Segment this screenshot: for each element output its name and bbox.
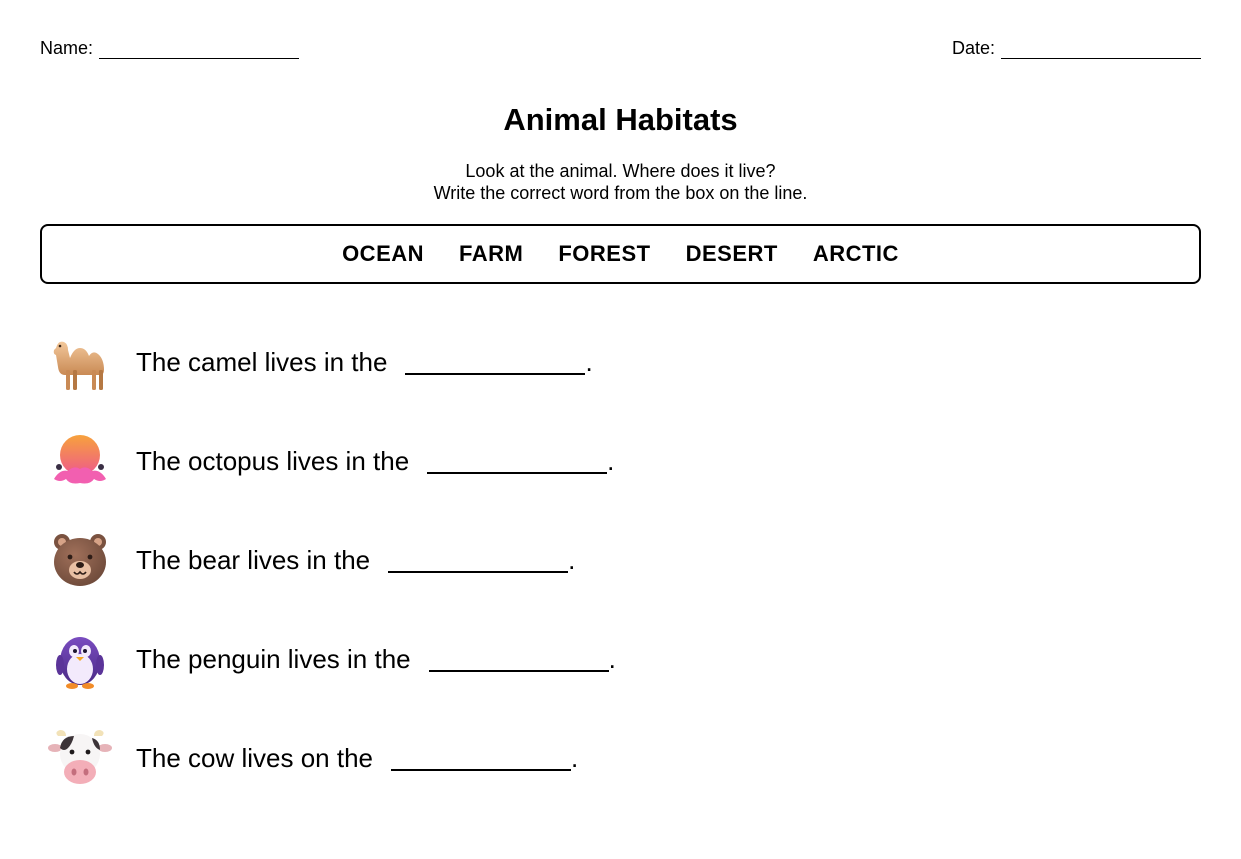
word-ocean: OCEAN	[342, 241, 425, 266]
question-period: .	[568, 544, 576, 575]
instructions	[0, 160, 1241, 204]
bear-icon	[48, 528, 112, 592]
question-period: .	[585, 346, 593, 377]
date-line[interactable]	[1001, 40, 1201, 59]
question-period: .	[571, 742, 579, 773]
word-bank	[40, 224, 1201, 284]
cow-icon	[48, 726, 112, 790]
word-forest: FOREST	[558, 241, 651, 266]
name-line[interactable]	[99, 40, 299, 59]
question-period: .	[608, 643, 616, 674]
page-title: Animal Habitats	[503, 102, 738, 137]
question-item	[48, 726, 578, 790]
answer-blank[interactable]	[405, 349, 585, 375]
penguin-icon	[48, 627, 112, 691]
answer-blank[interactable]	[427, 448, 607, 474]
word-farm: FARM	[459, 241, 524, 266]
name-label: Name:	[40, 38, 94, 58]
date-label: Date:	[951, 38, 995, 58]
camel-icon	[48, 330, 112, 394]
question-text: The octopus lives in the	[136, 445, 410, 476]
word-desert: DESERT	[685, 241, 778, 266]
answer-blank[interactable]	[429, 646, 609, 672]
answer-blank[interactable]	[391, 745, 571, 771]
octopus-icon	[48, 429, 112, 493]
question-item	[48, 627, 616, 691]
name-field[interactable]	[40, 38, 299, 59]
instructions-line-1: Look at the animal. Where does it live?	[465, 161, 776, 181]
date-field[interactable]	[952, 38, 1201, 59]
question-text: The camel lives in the	[136, 346, 388, 377]
question-item	[48, 429, 614, 493]
question-item	[48, 330, 593, 394]
word-arctic: ARCTIC	[812, 241, 899, 266]
question-period: .	[607, 445, 615, 476]
answer-blank[interactable]	[388, 547, 568, 573]
question-text: The penguin lives in the	[136, 643, 411, 674]
header-row	[40, 38, 1201, 62]
question-text: The cow lives on the	[136, 742, 374, 773]
question-text: The bear lives in the	[136, 544, 371, 575]
question-item	[48, 528, 575, 592]
instructions-line-2: Write the correct word from the box on the line.	[433, 183, 808, 203]
